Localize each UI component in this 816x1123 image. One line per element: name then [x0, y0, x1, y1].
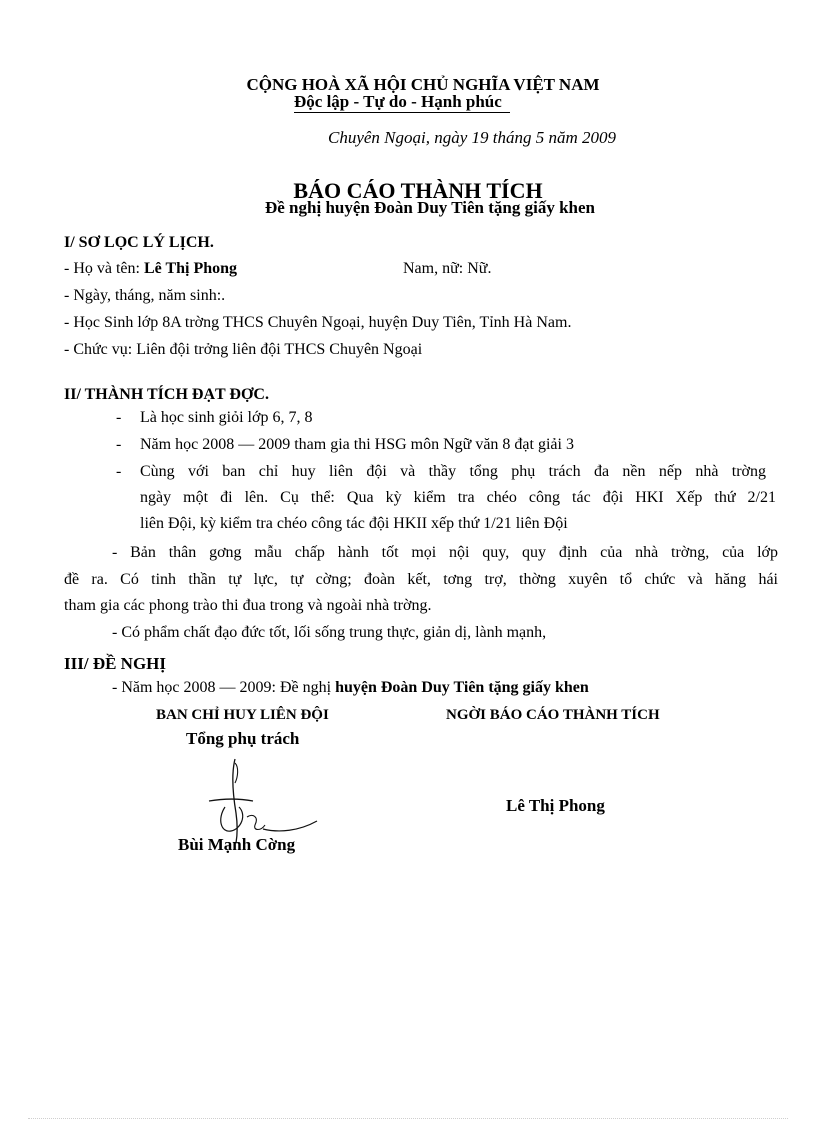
section-1-heading: I/ SƠ LỌC LÝ LỊCH.	[64, 234, 214, 251]
paragraph-line: tham gia các phong trào thi đua trong và ngoài nhà trờng.	[64, 597, 432, 614]
right-signer-role: NGỜI BÁO CÁO THÀNH TÍCH	[446, 707, 660, 723]
gender-line: Nam, nữ: Nữ.	[403, 260, 492, 277]
position-line: - Chức vụ: Liên đội trởng liên đội THCS Chuyên Ngoại	[64, 341, 423, 358]
proposal-prefix: - Năm học 2008 — 2009: Đề nghị	[112, 679, 336, 696]
achievement-item: Cùng với ban chỉ huy liên đội và thầy tổng phụ trách đa nền nếp nhà trờng	[140, 463, 766, 480]
nation-heading: CỘNG HOÀ XÃ HỘI CHỦ NGHĨA VIỆT NAM	[246, 75, 600, 94]
achievement-item: Năm học 2008 — 2009 tham gia thi HSG môn Ngữ văn 8 đạt giải 3	[140, 436, 574, 453]
bullet-dash: -	[116, 409, 122, 426]
section-2-heading: II/ THÀNH TÍCH ĐẠT ĐỢC.	[64, 386, 269, 403]
motto: Độc lập - Tự do - Hạnh phúc	[294, 92, 502, 111]
achievement-item-continued: liên Đội, kỳ kiểm tra chéo công tác đội HKII xếp thứ 1/21 liên Đội	[140, 515, 568, 532]
bullet-dash: -	[116, 463, 122, 480]
section-3-heading: III/ ĐỀ NGHỊ	[64, 654, 167, 673]
paragraph-line: - Có phẩm chất đạo đức tốt, lối sống trung thực, giản dị, lành mạnh,	[112, 624, 547, 641]
page-bottom-rule	[28, 1118, 788, 1119]
achievement-item-continued: ngày một đi lên. Cụ thể: Qua kỳ kiểm tra chéo công tác đội HKI Xếp thứ 2/21	[140, 489, 776, 506]
school-line: - Học Sinh lớp 8A trờng THCS Chuyên Ngoại, huyện Duy Tiên, Tỉnh Hà Nam.	[64, 314, 572, 331]
name-line	[64, 260, 237, 278]
right-signer-name: Lê Thị Phong	[506, 796, 605, 815]
left-signer-role: Tổng phụ trách	[186, 729, 300, 748]
document-title: BÁO CÁO THÀNH TÍCH	[293, 178, 543, 203]
bullet-dash: -	[116, 436, 122, 453]
name-label: - Họ và tên:	[64, 260, 144, 277]
proposal-bold: huyện Đoàn Duy Tiên tặng giấy khen	[335, 679, 589, 696]
left-signer-org: BAN CHỈ HUY LIÊN ĐỘI	[156, 707, 329, 723]
handwritten-signature	[195, 755, 325, 845]
paragraph-line: đề ra. Có tinh thần tự lực, tự cờng; đoàn kết, tơng trợ, thờng xuyên tổ chức và hăng hái	[64, 571, 778, 588]
proposal-line	[112, 679, 589, 697]
name-value: Lê Thị Phong	[143, 260, 238, 277]
birth-line: - Ngày, tháng, năm sinh:.	[64, 287, 226, 304]
document-subtitle: Đề nghị huyện Đoàn Duy Tiên tặng giấy khen	[264, 198, 596, 217]
left-signer-name: Bùi Mạnh Cờng	[178, 835, 296, 854]
paragraph-line: - Bản thân gơng mẫu chấp hành tốt mọi nội quy, quy định của nhà trờng, của lớp	[112, 544, 778, 561]
achievement-item: Là học sinh giỏi lớp 6, 7, 8	[140, 409, 313, 426]
motto-underline	[294, 112, 510, 113]
date-line: Chuyên Ngoại, ngày 19 tháng 5 năm 2009	[328, 128, 617, 147]
